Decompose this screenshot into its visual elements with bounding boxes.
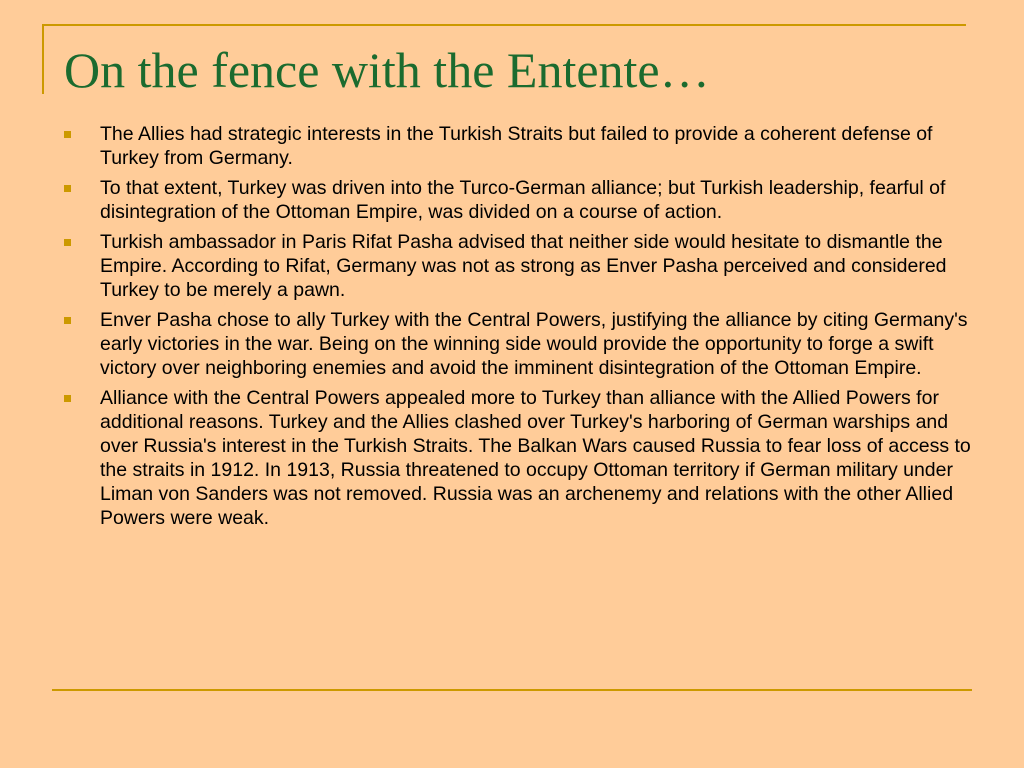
bullet-item [60,386,972,530]
bullet-item [60,122,972,170]
title-accent-top-rule [42,24,966,26]
title-accent-vertical-rule [42,24,44,94]
bullet-item [60,176,972,224]
bullet-text: Enver Pasha chose to ally Turkey with the Central Powers, justifying the alliance by citing Germany's early victories in the war. Being on the winning side would provide the opportunity to forge a swift victory over neighboring enemies and avoid the imminent disintegration of the Ottoman Empire. [100,309,968,379]
bullet-list [60,122,972,536]
square-bullet-icon [64,395,71,402]
square-bullet-icon [64,185,71,192]
slide-title: On the fence with the Entente… [64,42,710,98]
square-bullet-icon [64,131,71,138]
bullet-item [60,230,972,302]
footer-accent-rule [52,689,972,691]
square-bullet-icon [64,317,71,324]
square-bullet-icon [64,239,71,246]
bullet-text: The Allies had strategic interests in the Turkish Straits but failed to provide a coherent defense of Turkey from Germany. [100,123,933,169]
bullet-text: To that extent, Turkey was driven into the Turco-German alliance; but Turkish leadership, fearful of disintegration of the Ottoman Empire, was divided on a course of action. [100,177,946,223]
bullet-item [60,308,972,380]
bullet-text: Turkish ambassador in Paris Rifat Pasha advised that neither side would hesitate to dismantle the Empire. According to Rifat, Germany was not as strong as Enver Pasha perceived and considered Turkey to be merely a pawn. [100,231,947,301]
bullet-text: Alliance with the Central Powers appealed more to Turkey than alliance with the Allied Powers for additional reasons. Turkey and the Allies clashed over Turkey's harboring of German warships and over Russia's interest in the Turkish Straits. The Balkan Wars caused Russia to fear loss of access to the straits in 1912. In 1913, Russia threatened to occupy Ottoman territory if German military under Liman von Sanders was not removed. Russia was an archenemy and relations with the other Allied Powers were weak. [100,387,971,529]
